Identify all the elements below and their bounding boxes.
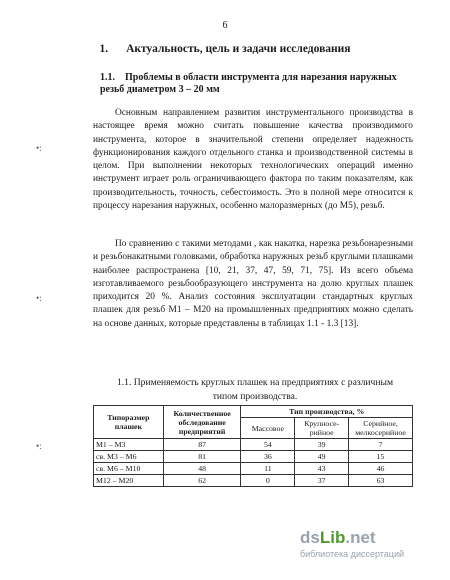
section-title: Актуальность, цель и задачи исследования — [126, 43, 351, 55]
table-cell: 39 — [295, 439, 349, 451]
table-cell: 49 — [295, 451, 349, 463]
table-cell: св. М6 – М10 — [94, 463, 164, 475]
table-cell: 54 — [241, 439, 295, 451]
subsection-title: Проблемы в области инструмента для нарезания наружных резьб диаметром 3 – 20 мм — [100, 72, 397, 95]
margin-mark: •: — [36, 143, 42, 153]
table-cell: 63 — [349, 475, 413, 487]
table-cell: М1 – М3 — [94, 439, 164, 451]
page-number: 6 — [222, 20, 228, 31]
section-heading — [0, 43, 450, 55]
subsection-heading — [100, 72, 400, 96]
dslib-watermark — [300, 528, 450, 559]
applicability-table — [93, 405, 413, 487]
table-cell: М12 – М20 — [94, 475, 164, 487]
table-cell: 48 — [163, 463, 241, 475]
header-quantity: Количественное обследование предприятий — [163, 406, 241, 439]
table-cell: 11 — [241, 463, 295, 475]
margin-mark: •: — [36, 293, 42, 303]
margin-mark: •: — [36, 441, 42, 451]
table-cell: 37 — [295, 475, 349, 487]
table-cell: 87 — [163, 439, 241, 451]
header-production-type: Тип производства, % — [241, 406, 413, 418]
table-cell: 36 — [241, 451, 295, 463]
table-row — [94, 463, 413, 475]
header-mass: Массовое — [241, 418, 295, 439]
header-size: Типоразмер плашек — [94, 406, 164, 439]
header-large-serial: Крупносе-рийное — [295, 418, 349, 439]
subsection-number: 1.1. — [100, 72, 115, 83]
paragraph-2: По сравнению с такими методами , как накатка, нарезка резьбонарезными и резьбонакатными головками, обработка наружных резьб круглыми плашками наиболее распространена [10, 21, 37, 47, 59, 71, 75]. Из всего объема изготавливаемого резьбообразующего инструмента на долю круглых плашек приходится 20 %. Анализ состояния эксплуатации стандартных круглых плашек для резьб М1 – М20 на промышленных предприятиях можно сделать на основе данных, которые представлены в таблицах 1.1 - 1.3 [13]. — [93, 239, 413, 329]
table-cell: 0 — [241, 475, 295, 487]
table-row — [94, 439, 413, 451]
watermark-subtitle: библиотека диссертаций — [300, 549, 405, 559]
table-cell: 43 — [295, 463, 349, 475]
table-cell: 7 — [349, 439, 413, 451]
paragraph-1: Основным направлением развития инструментального производства в настоящее время можно считать повышение качества производимого инструмента, которое в значительной степени определяет надежность функционирования каждого отдельного станка и производственной системы в целом. При выполнении некоторых технологических операций именно инструмент играет роль ограничивающего фактора по таким показателям, как производительность, точность, себестоимость. Это в полной мере относится к процессу нарезания наружных, особенно малоразмерных (до М5), резьб. — [93, 108, 413, 212]
section-number: 1. — [99, 43, 109, 55]
table-cell: 15 — [349, 451, 413, 463]
table-row — [94, 475, 413, 487]
table-caption: 1.1. Применяемость круглых плашек на предприятиях с различным типом производства. — [116, 377, 394, 402]
table-cell: 81 — [163, 451, 241, 463]
table-cell: св. М3 – М6 — [94, 451, 164, 463]
header-serial: Серийное, мелкосерийное — [349, 418, 413, 439]
table-cell: 62 — [163, 475, 241, 487]
watermark-logo: dsLib.net — [300, 528, 376, 547]
table-row — [94, 451, 413, 463]
table-cell: 46 — [349, 463, 413, 475]
